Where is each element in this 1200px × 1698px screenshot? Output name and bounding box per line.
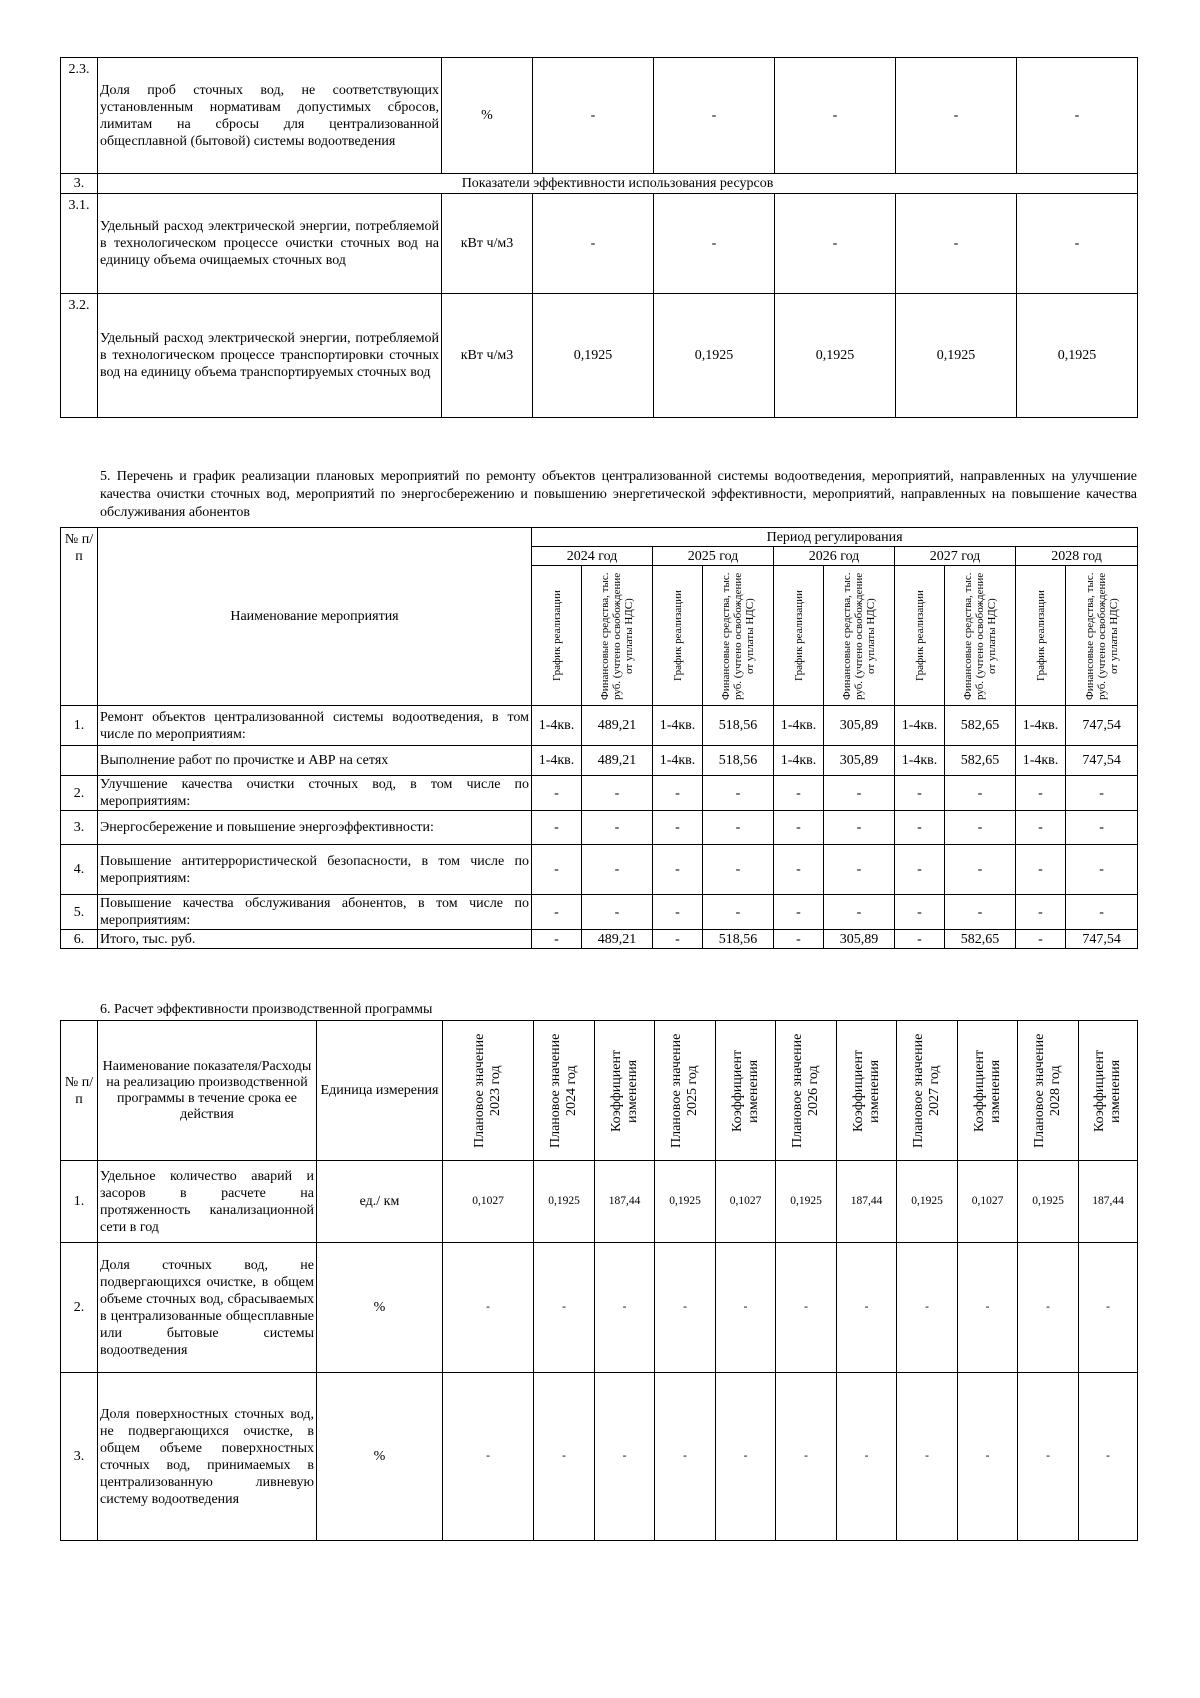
measure-cell: - xyxy=(532,776,582,811)
measure-cell: - xyxy=(1016,845,1066,895)
measure-cell: 1-4кв. xyxy=(895,746,945,776)
schedule-header: График реализации xyxy=(792,590,805,681)
year-header: 2027 год xyxy=(895,547,1016,566)
measure-cell: - xyxy=(1066,811,1138,845)
coef-header: Коэффициент изменения xyxy=(850,1049,882,1132)
measure-cell: - xyxy=(774,895,824,930)
measure-cell: 582,65 xyxy=(945,746,1016,776)
measure-cell: 747,54 xyxy=(1066,746,1138,776)
measure-cell: - xyxy=(653,895,703,930)
measures-body xyxy=(61,706,1138,949)
col-name-header: Наименование мероприятия xyxy=(98,528,532,706)
value-cell: - xyxy=(1018,1373,1079,1541)
measure-cell: 747,54 xyxy=(1066,930,1138,949)
value-cell: 0,1027 xyxy=(716,1161,776,1243)
measure-cell: - xyxy=(895,930,945,949)
value-cell: - xyxy=(776,1373,837,1541)
value-cell: - xyxy=(837,1373,897,1541)
value-cell: - xyxy=(595,1243,655,1373)
table-row: 2. Улучшение качества очистки сточных вод, в том числе по мероприятиям: - - - - - - - - - - xyxy=(61,776,1138,811)
value-cell: - xyxy=(534,1373,595,1541)
measure-cell: 1-4кв. xyxy=(1016,706,1066,746)
value-cell: - xyxy=(443,1243,534,1373)
table-row: 3. Энергосбережение и повышение энергоэффективности: - - - - - - - - - - xyxy=(61,811,1138,845)
value-cell: 0,1925 xyxy=(655,1161,716,1243)
year-header: 2024 год xyxy=(532,547,653,566)
value-cell: - xyxy=(958,1243,1018,1373)
efficiency-body xyxy=(61,1161,1138,1541)
measure-cell: 1-4кв. xyxy=(653,706,703,746)
measure-cell: 518,56 xyxy=(703,930,774,949)
value-cell: - xyxy=(1018,1243,1079,1373)
measure-cell: - xyxy=(703,845,774,895)
value-cell: - xyxy=(958,1373,1018,1541)
schedule-header: График реализации xyxy=(671,590,684,681)
section-heading: Показатели эффективности использования ресурсов xyxy=(98,174,1138,194)
table-row: 2. Доля сточных вод, не подвергающихся очистке, в общем объеме сточных вод, сбрасываемых в централизованные общесплавные или бытовые системы водоотведения % - - - - - - - - - - - xyxy=(61,1243,1138,1373)
value-cell: 0,1925 xyxy=(534,1161,595,1243)
value-cell: - xyxy=(716,1373,776,1541)
year-header: 2028 год xyxy=(1016,547,1138,566)
measure-cell: - xyxy=(1016,776,1066,811)
unit-cell: ед./ км xyxy=(317,1161,443,1243)
measure-cell: - xyxy=(1066,895,1138,930)
measure-cell: - xyxy=(774,930,824,949)
value-cell: 0,1925 xyxy=(776,1161,837,1243)
value-cell: - xyxy=(776,1243,837,1373)
measure-cell: - xyxy=(532,845,582,895)
measure-cell: - xyxy=(1016,930,1066,949)
measure-cell: - xyxy=(582,776,653,811)
measure-name: Выполнение работ по прочистке и АВР на сетях xyxy=(98,746,532,776)
value-cell: 0,1027 xyxy=(443,1161,534,1243)
efficiency-table xyxy=(60,1020,1138,1541)
measure-cell: - xyxy=(653,811,703,845)
measure-cell: - xyxy=(532,930,582,949)
measure-cell: - xyxy=(1066,845,1138,895)
measure-cell: - xyxy=(653,930,703,949)
measure-cell: 518,56 xyxy=(703,746,774,776)
measure-cell: 489,21 xyxy=(582,930,653,949)
unit-cell: % xyxy=(317,1373,443,1541)
indicator-name: Доля проб сточных вод, не соответствующих установленным нормативам допустимых сбросов, лимитам на сбросы для централизованной общесплавной (бытовой) системы водоотведения xyxy=(98,58,442,174)
measure-cell: 489,21 xyxy=(582,746,653,776)
plan-2024-header: Плановое значение 2024 год xyxy=(548,1033,579,1148)
measure-name: Итого, тыс. руб. xyxy=(98,930,532,949)
measure-cell: 305,89 xyxy=(824,930,895,949)
measure-cell: 1-4кв. xyxy=(895,706,945,746)
measure-cell: - xyxy=(582,811,653,845)
coef-header: Коэффициент изменения xyxy=(971,1049,1003,1132)
indicators-table xyxy=(60,57,1138,418)
measure-cell: - xyxy=(653,845,703,895)
measure-cell: - xyxy=(895,845,945,895)
funds-header: Финансовые средства, тыс. руб. (учтено освобождение от уплаты НДС) xyxy=(599,571,635,700)
period-header: Период регулирования xyxy=(532,528,1138,547)
col-name-header: Наименование показателя/Расходы на реализацию производственной программы в течение срока ее действия xyxy=(98,1021,317,1161)
measure-cell: 1-4кв. xyxy=(774,706,824,746)
measure-cell: - xyxy=(532,811,582,845)
measure-cell: - xyxy=(703,895,774,930)
value-cell: 0,1925 xyxy=(897,1161,958,1243)
measure-cell: 1-4кв. xyxy=(532,746,582,776)
funds-header: Финансовые средства, тыс. руб. (учтено освобождение от уплаты НДС) xyxy=(962,571,998,700)
value-cell: 187,44 xyxy=(837,1161,897,1243)
table-row: 5. Повышение качества обслуживания абонентов, в том числе по мероприятиям: - - - - - - - - - - xyxy=(61,895,1138,930)
measure-cell: - xyxy=(945,776,1016,811)
table-row: 4. Повышение антитеррористической безопасности, в том числе по мероприятиям: - - - - - - - - - - xyxy=(61,845,1138,895)
col-num-header: № п/п xyxy=(61,528,98,706)
value-cell: - xyxy=(534,1243,595,1373)
unit-cell: % xyxy=(317,1243,443,1373)
measure-cell: - xyxy=(824,776,895,811)
measure-cell: - xyxy=(945,811,1016,845)
measure-name: Улучшение качества очистки сточных вод, в том числе по мероприятиям: xyxy=(98,776,532,811)
indicator-name: Доля поверхностных сточных вод, не подвергающихся очистке, в общем объеме поверхностных сточных вод, принимаемых в централизованную ливневую систему водоотведения xyxy=(98,1373,317,1541)
indicator-name: Удельное количество аварий и засоров в расчете на протяженность канализационной сети в год xyxy=(98,1161,317,1243)
measure-cell: - xyxy=(824,811,895,845)
value-cell: - xyxy=(595,1373,655,1541)
value-cell: 187,44 xyxy=(1079,1161,1138,1243)
measures-table xyxy=(60,527,1138,949)
value-cell: - xyxy=(1079,1243,1138,1373)
value-cell: - xyxy=(655,1373,716,1541)
coef-header: Коэффициент изменения xyxy=(1092,1049,1123,1132)
measure-cell: - xyxy=(1066,776,1138,811)
measure-cell: - xyxy=(703,811,774,845)
measure-cell: - xyxy=(895,776,945,811)
plan-2025-header: Плановое значение 2025 год xyxy=(669,1033,700,1148)
table-row: 3.2. Удельный расход электрической энергии, потребляемой в технологическом процессе транспортировки сточных вод на единицу объема транспортируемых сточных вод кВт ч/м3 0,1925 0,1925 0,1925 0,1925 0,1925 xyxy=(61,294,1138,418)
table-row: 3.1. Удельный расход электрической энергии, потребляемой в технологическом процессе очистки сточных вод на единицу объема очищаемых сточных вод кВт ч/м3 - - - - - xyxy=(61,194,1138,294)
measure-cell: 305,89 xyxy=(824,706,895,746)
measure-cell: - xyxy=(774,811,824,845)
measure-cell: 747,54 xyxy=(1066,706,1138,746)
measure-cell: 489,21 xyxy=(582,706,653,746)
value-cell: - xyxy=(1079,1373,1138,1541)
measure-cell: - xyxy=(824,895,895,930)
section-6-title: 6. Расчет эффективности производственной программы xyxy=(100,1002,433,1017)
table-row: 1. Ремонт объектов централизованной системы водоотведения, в том числе по мероприятиям: 1-4кв. 489,21 1-4кв. 518,56 1-4кв. 305,89 1-4кв. 582,65 1-4кв. 747,54 xyxy=(61,706,1138,746)
measure-cell: 582,65 xyxy=(945,706,1016,746)
value-cell: - xyxy=(837,1243,897,1373)
measure-cell: - xyxy=(774,776,824,811)
table-row: 6. Итого, тыс. руб. - 489,21 - 518,56 - 305,89 - 582,65 - 747,54 xyxy=(61,930,1138,949)
value-cell: - xyxy=(716,1243,776,1373)
coef-header: Коэффициент изменения xyxy=(729,1049,761,1132)
section-5-title: 5. Перечень и график реализации плановых мероприятий по ремонту объектов централизованной системы водоотведения, мероприятий, направленных на улучшение качества очистки сточных вод, мероприятий по энергосбережению и повышению энергетической эффективности, мероприятий, направленных на повышение качества обслуживания абонентов xyxy=(100,469,1137,520)
measure-cell: - xyxy=(945,895,1016,930)
value-cell: - xyxy=(897,1243,958,1373)
measure-cell: - xyxy=(703,776,774,811)
measure-cell: 1-4кв. xyxy=(1016,746,1066,776)
value-cell: 187,44 xyxy=(595,1161,655,1243)
value-cell: - xyxy=(897,1373,958,1541)
plan-2027-header: Плановое значение 2027 год xyxy=(911,1033,942,1148)
measure-cell: - xyxy=(1016,811,1066,845)
measure-cell: - xyxy=(824,845,895,895)
year-header: 2026 год xyxy=(774,547,895,566)
col-num-header: № п/п xyxy=(61,1021,98,1161)
funds-header: Финансовые средства, тыс. руб. (учтено освобождение от уплаты НДС) xyxy=(720,571,756,700)
value-cell: - xyxy=(443,1373,534,1541)
measure-cell: - xyxy=(582,895,653,930)
value-cell: 0,1925 xyxy=(1018,1161,1079,1243)
measure-cell: - xyxy=(1016,895,1066,930)
measure-name: Повышение качества обслуживания абонентов, в том числе по мероприятиям: xyxy=(98,895,532,930)
plan-2028-header: Плановое значение 2028 год xyxy=(1032,1033,1063,1148)
indicator-name: Удельный расход электрической энергии, потребляемой в технологическом процессе транспортировки сточных вод на единицу объема транспортируемых сточных вод xyxy=(98,294,442,418)
value-cell: 0,1027 xyxy=(958,1161,1018,1243)
measure-cell: - xyxy=(895,895,945,930)
plan-2023-header: Плановое значение 2023 год xyxy=(472,1033,503,1148)
measure-name: Энергосбережение и повышение энергоэффективности: xyxy=(98,811,532,845)
schedule-header: График реализации xyxy=(1034,590,1047,681)
measure-cell: 1-4кв. xyxy=(653,746,703,776)
coef-header: Коэффициент изменения xyxy=(608,1049,640,1132)
indicator-name: Доля сточных вод, не подвергающихся очистке, в общем объеме сточных вод, сбрасываемых в централизованные общесплавные или бытовые системы водоотведения xyxy=(98,1243,317,1373)
table-row xyxy=(61,746,1138,776)
measure-cell: - xyxy=(895,811,945,845)
year-header: 2025 год xyxy=(653,547,774,566)
schedule-header: График реализации xyxy=(550,590,563,681)
measure-name: Повышение антитеррористической безопасности, в том числе по мероприятиям: xyxy=(98,845,532,895)
col-unit-header: Единица измерения xyxy=(317,1021,443,1161)
funds-header: Финансовые средства, тыс. руб. (учтено освобождение от уплаты НДС) xyxy=(1083,571,1120,700)
measure-cell: 582,65 xyxy=(945,930,1016,949)
measure-cell: - xyxy=(945,845,1016,895)
measure-cell: 1-4кв. xyxy=(532,706,582,746)
table-row: 3. Доля поверхностных сточных вод, не подвергающихся очистке, в общем объеме поверхностных сточных вод, принимаемых в централизованную ливневую систему водоотведения % - - - - - - - - - - - xyxy=(61,1373,1138,1541)
measure-cell: 1-4кв. xyxy=(774,746,824,776)
measure-cell: - xyxy=(532,895,582,930)
measure-cell: 518,56 xyxy=(703,706,774,746)
measure-cell: - xyxy=(653,776,703,811)
schedule-header: График реализации xyxy=(913,590,926,681)
funds-header: Финансовые средства, тыс. руб. (учтено освобождение от уплаты НДС) xyxy=(841,571,877,700)
table-row: 1. Удельное количество аварий и засоров в расчете на протяженность канализационной сети в год ед./ км 0,1027 0,1925 187,44 0,1925 0,1027 0,1925 187,44 0,1925 0,1027 0,1925 187,44 xyxy=(61,1161,1138,1243)
table-row: 2.3. Доля проб сточных вод, не соответствующих установленным нормативам допустимых сбросов, лимитам на сбросы для централизованной общесплавной (бытовой) системы водоотведения % - - - - - xyxy=(61,58,1138,174)
measure-cell: 305,89 xyxy=(824,746,895,776)
value-cell: - xyxy=(655,1243,716,1373)
plan-2026-header: Плановое значение 2026 год xyxy=(790,1033,821,1148)
measure-cell: - xyxy=(582,845,653,895)
indicator-name: Удельный расход электрической энергии, потребляемой в технологическом процессе очистки сточных вод на единицу объема очищаемых сточных вод xyxy=(98,194,442,294)
table-row: 3. Показатели эффективности использования ресурсов xyxy=(61,174,1138,194)
measure-name: Ремонт объектов централизованной системы водоотведения, в том числе по мероприятиям: xyxy=(98,706,532,746)
measure-cell: - xyxy=(774,845,824,895)
